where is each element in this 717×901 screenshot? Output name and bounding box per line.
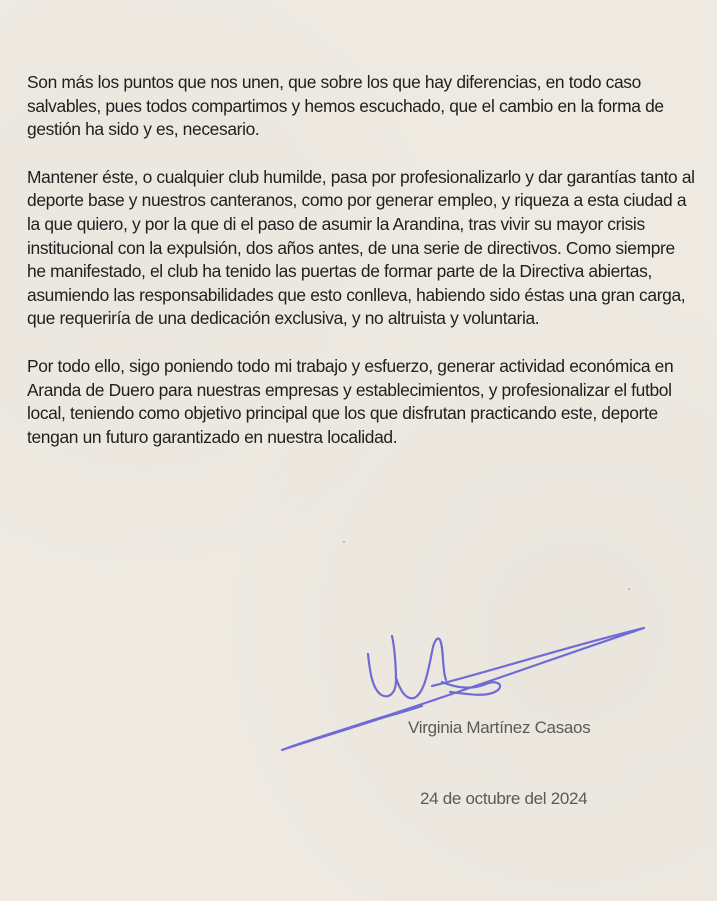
paragraph-3: Por todo ello, sigo poniendo todo mi trabajo y esfuerzo, generar actividad económica en Aranda de Duero para nuestras empresas y establecimientos, y profesionalizar el futbol local, teniendo como objetivo principal que los que disfrutan practicando este, deporte tengan un futuro garantizado en nuestra localidad.	[27, 355, 674, 447]
letter-body	[27, 71, 697, 473]
paper-speck	[602, 268, 604, 270]
paper-speck	[343, 541, 345, 543]
paragraph-2: Mantener éste, o cualquier club humilde, pasa por profesionalizarlo y dar garantías tanto al deporte base y nuestros canteranos, como por generar empleo, y riqueza a esta ciudad a la que quiero, y por la que di el paso de asumir la Arandina, tras vivir su mayor crisis institucional con la expulsión, dos años antes, de una serie de directivos. Como siempre he manifestado, el club ha tenido las puertas de formar parte de la Directiva abiertas, asumiendo las responsabilidades que esto conlleva, habiendo sido éstas una gran carga, que requeriría de una dedicación exclusiva, y no altruista y voluntaria.	[27, 166, 695, 329]
paper-speck	[628, 588, 630, 590]
letter-date: 24 de octubre del 2024	[420, 789, 588, 808]
signer-name: Virginia Martínez Casaos	[408, 718, 591, 737]
paragraph-1: Son más los puntos que nos unen, que sobre los que hay diferencias, en todo caso salvables, pues todos compartimos y hemos escuchado, que el cambio en la forma de gestión ha sido y es, necesario.	[27, 72, 664, 140]
